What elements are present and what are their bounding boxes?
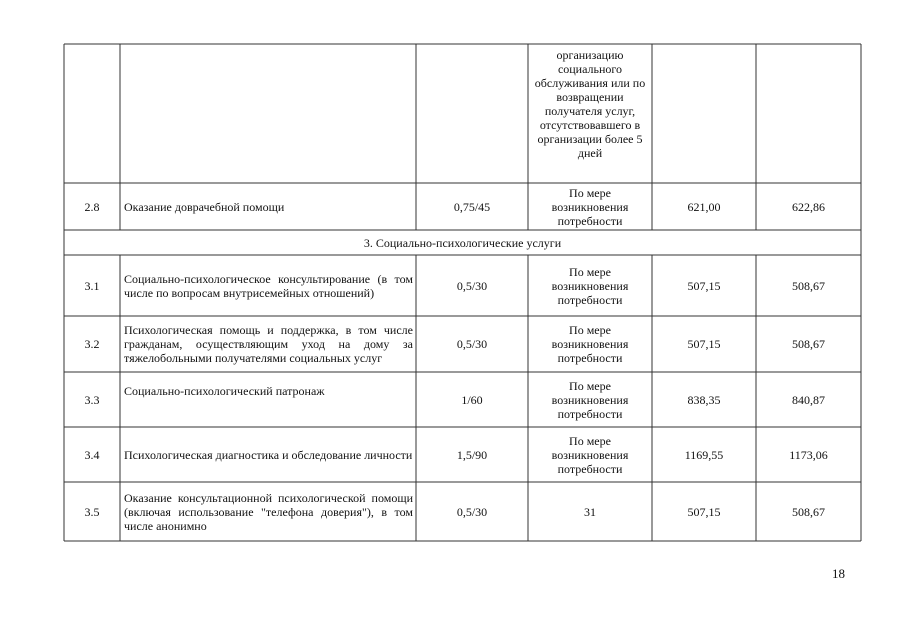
row-3-1-service-name: Социально-психологическое консультирование (в том числе по вопросам внутрисемейных отношений) bbox=[124, 271, 413, 300]
row-3-4-frequency: По мере возникновения потребности bbox=[551, 433, 629, 476]
row-3-5-price-1: 507,15 bbox=[687, 504, 721, 519]
row-2-8-price-1: 621,00 bbox=[687, 199, 721, 214]
row-3-2-frequency: По мере возникновения потребности bbox=[551, 323, 629, 365]
row-3-5-frequency: 31 bbox=[584, 504, 596, 519]
row-3-2-service-name: Психологическая помощь и поддержка, в том числе гражданам, осуществляющим уход на дому за тяжелобольными получателями социальных услуг bbox=[124, 323, 413, 365]
row-3-4-service-name: Психологическая диагностика и обследование личности bbox=[124, 447, 413, 462]
section-heading-3: 3. Социально-психологические услуги bbox=[363, 235, 562, 250]
row-3-2-norm: 0,5/30 bbox=[456, 337, 488, 351]
row-3-5-service-name: Оказание консультационной психологической помощи (включая использование "телефона доверия"), в том числе анонимно bbox=[124, 490, 413, 533]
row-2-8-norm: 0,75/45 bbox=[453, 199, 491, 214]
row-3-3-frequency: По мере возникновения потребности bbox=[551, 378, 629, 421]
row-3-1-price-2: 508,67 bbox=[792, 278, 825, 293]
row-3-5-price-2: 508,67 bbox=[792, 504, 825, 519]
row-3-1-number: 3.1 bbox=[84, 278, 100, 293]
continued-frequency-cell bbox=[528, 44, 652, 183]
row-3-4-norm: 1,5/90 bbox=[456, 447, 488, 462]
row-3-2-price-1: 507,15 bbox=[687, 337, 721, 351]
row-2-8-service-name: Оказание доврачебной помощи bbox=[124, 199, 285, 214]
row-3-1-frequency: По мере возникновения потребности bbox=[551, 264, 629, 307]
row-3-2-price-2: 508,67 bbox=[792, 337, 825, 351]
row-3-3-price-1: 838,35 bbox=[687, 392, 721, 407]
row-2-8-frequency: По мере возникновения потребности bbox=[551, 185, 629, 228]
row-3-5-number: 3.5 bbox=[84, 504, 100, 519]
row-3-5-norm: 0,5/30 bbox=[456, 504, 488, 519]
row-3-1-norm: 0,5/30 bbox=[456, 278, 488, 293]
row-3-4-price-2: 1173,06 bbox=[789, 447, 828, 462]
continued-frequency-text: организацию социального обслуживания или по возвращении получателя услуг, отсутствовавшего в организации более 5 дней bbox=[534, 48, 646, 160]
row-3-3-norm: 1/60 bbox=[461, 392, 483, 407]
row-3-3-price-2: 840,87 bbox=[792, 392, 825, 407]
page-number: 18 bbox=[832, 566, 845, 581]
row-3-2-number: 3.2 bbox=[84, 337, 100, 351]
row-2-8-number: 2.8 bbox=[84, 199, 100, 214]
row-2-8-price-2: 622,86 bbox=[792, 199, 825, 214]
row-3-3-number: 3.3 bbox=[84, 392, 100, 407]
row-3-1-price-1: 507,15 bbox=[687, 278, 721, 293]
row-3-3-service-name: Социально-психологический патронаж bbox=[124, 384, 325, 398]
row-3-4-price-1: 1169,55 bbox=[684, 447, 724, 462]
row-3-4-number: 3.4 bbox=[84, 447, 100, 462]
